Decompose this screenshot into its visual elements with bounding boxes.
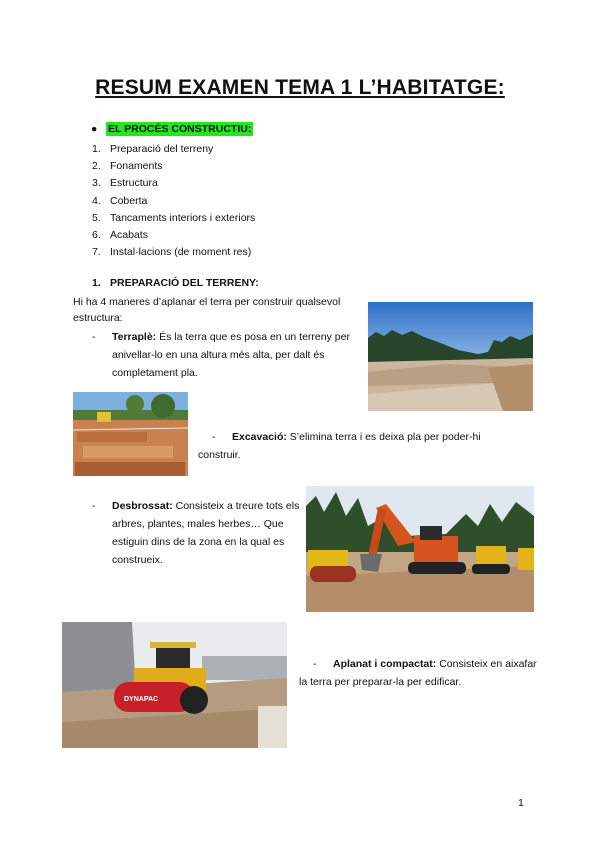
list-item: 7. Instal·lacions (de moment res) bbox=[92, 246, 252, 259]
section-heading: 1. PREPARACIÓ DEL TERRENY: bbox=[92, 277, 259, 289]
desbrossat-photo bbox=[306, 486, 534, 612]
roller-brand-label: DYNAPAC bbox=[124, 696, 159, 703]
list-item: 3. Estructura bbox=[92, 177, 158, 190]
bullet-icon: ● bbox=[91, 123, 98, 135]
item-aplanat: - Aplanat i compactat: Consisteix en aixafar la terra per preparar-la per edificar. bbox=[299, 658, 537, 688]
item-terraple: - Terraplè: És la terra que es posa en un terreny per anivellar-lo en una altura més alta, per dalt és completament pla. bbox=[92, 331, 350, 379]
terraple-photo bbox=[368, 302, 533, 411]
page-number: 1 bbox=[518, 797, 524, 809]
list-item: 6. Acabats bbox=[92, 229, 148, 242]
process-heading-text: EL PROCÉS CONSTRUCTIU: bbox=[108, 123, 252, 135]
aplanat-photo bbox=[62, 622, 287, 748]
section-intro: Hi ha 4 maneres d’aplanar el terra per construir qualsevol estructura: bbox=[73, 296, 341, 324]
excavacio-photo bbox=[73, 392, 188, 476]
process-heading bbox=[91, 123, 253, 135]
list-item: 5. Tancaments interiors i exteriors bbox=[92, 211, 256, 224]
list-item: 4. Coberta bbox=[92, 194, 148, 207]
page-title: RESUM EXAMEN TEMA 1 L’HABITATGE: bbox=[95, 76, 505, 99]
list-item: 1. Preparació del terreny bbox=[92, 143, 214, 155]
process-steps-list bbox=[92, 141, 255, 261]
item-desbrossat: - Desbrossat: Consisteix a treure tots els arbres, plantes, males herbes… Que estiguin dins de la zona en la qual es construeix. bbox=[92, 500, 300, 566]
item-excavacio: - Excavació: S’elimina terra i es deixa pla per poder-hi construir. bbox=[198, 431, 481, 461]
list-item: 2. Fonaments bbox=[92, 160, 163, 173]
